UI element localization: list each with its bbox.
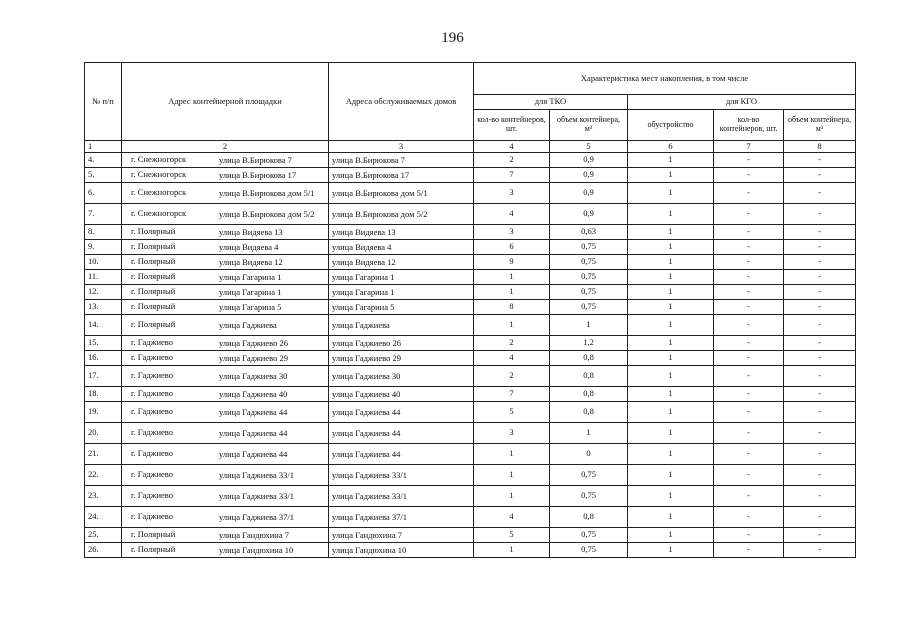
container-address-cell [122,204,329,225]
tko-container-volume: 0,75 [550,465,628,486]
served-address: улица В.Бирюкова 7 [329,153,474,168]
header-tko-count: кол-во контейнеров, шт. [474,110,550,141]
kgo-container-volume: - [784,351,856,366]
street-address: улица Видяева 13 [219,226,283,237]
row-number: 16. [85,351,122,366]
kgo-arrangement: 1 [628,225,714,240]
kgo-container-count: - [714,351,784,366]
tko-container-count: 1 [474,285,550,300]
street-address: улица Гагарина 1 [219,271,282,282]
tko-container-count: 3 [474,423,550,444]
tko-container-count: 2 [474,366,550,387]
street-address: улица В.Бирюкова 17 [219,169,297,180]
tko-container-count: 1 [474,444,550,465]
kgo-container-volume: - [784,204,856,225]
city-name: г. Гаджиево [131,448,173,459]
city-name: г. Полярный [131,301,176,312]
table-row [85,270,856,285]
city-name: г. Снежногорск [131,187,187,198]
tko-container-count: 3 [474,225,550,240]
tko-container-volume: 0,8 [550,351,628,366]
kgo-container-count: - [714,240,784,255]
header-kgo-group: для КГО [628,95,856,110]
header-kgo-arrangement: обустройство [628,110,714,141]
tko-container-volume: 1 [550,423,628,444]
tko-container-volume: 0 [550,444,628,465]
served-address: улица Гаджиева 33/1 [329,465,474,486]
tko-container-count: 7 [474,168,550,183]
street-address: улица Гагарина 5 [219,301,282,312]
served-address: улица Гаджиево 29 [329,351,474,366]
kgo-arrangement: 1 [628,423,714,444]
column-index: 1 [85,141,122,153]
row-number: 14. [85,315,122,336]
header-characteristics: Характеристика мест накопления, в том числе [474,63,856,95]
kgo-container-count: - [714,444,784,465]
kgo-arrangement: 1 [628,240,714,255]
kgo-arrangement: 1 [628,507,714,528]
city-name: г. Полярный [131,286,176,297]
served-address: улица Гаджиева 33/1 [329,486,474,507]
container-address [125,486,325,506]
table-row [85,204,856,225]
tko-container-count: 7 [474,387,550,402]
container-address-cell [122,528,329,543]
served-address: улица Гагарина 1 [329,285,474,300]
row-number: 4. [85,153,122,168]
column-index: 7 [714,141,784,153]
served-address: улица Гагарина 5 [329,300,474,315]
tko-container-volume: 1 [550,315,628,336]
kgo-arrangement: 1 [628,336,714,351]
container-address-cell [122,300,329,315]
street-address: улица Видяева 4 [219,241,279,252]
container-address [125,204,325,224]
container-address-cell [122,402,329,423]
header-tko-group: для ТКО [474,95,628,110]
row-number: 24. [85,507,122,528]
street-address: улица Гандюхина 7 [219,529,289,540]
kgo-container-volume: - [784,465,856,486]
tko-container-count: 1 [474,543,550,558]
row-number: 22. [85,465,122,486]
tko-container-volume: 0,75 [550,543,628,558]
container-address [125,168,325,182]
row-number: 11. [85,270,122,285]
container-address [125,153,325,167]
city-name: г. Полярный [131,544,176,555]
tko-container-volume: 0,8 [550,402,628,423]
city-name: г. Полярный [131,241,176,252]
table-row [85,225,856,240]
container-address [125,528,325,542]
tko-container-count: 1 [474,465,550,486]
served-address: улица Гандюхина 7 [329,528,474,543]
container-address [125,255,325,269]
kgo-container-volume: - [784,270,856,285]
row-number: 20. [85,423,122,444]
table-row [85,387,856,402]
tko-container-volume: 0,8 [550,507,628,528]
tko-container-count: 5 [474,402,550,423]
page-number: 196 [441,30,464,46]
tko-container-count: 4 [474,507,550,528]
street-address: улица Гагарина 1 [219,286,282,297]
kgo-arrangement: 1 [628,285,714,300]
table-row [85,351,856,366]
city-name: г. Гаджиево [131,427,173,438]
street-address: улица Гаджиева 44 [219,448,288,459]
served-address: улица Видяева 4 [329,240,474,255]
table-row [85,486,856,507]
kgo-arrangement: 1 [628,270,714,285]
container-address-cell [122,153,329,168]
tko-container-count: 4 [474,204,550,225]
served-address: улица Гаджиева 40 [329,387,474,402]
container-address-cell [122,423,329,444]
tko-container-volume: 0,63 [550,225,628,240]
kgo-container-volume: - [784,168,856,183]
kgo-container-volume: - [784,300,856,315]
container-address [125,507,325,527]
city-name: г. Гаджиево [131,511,173,522]
container-address [125,387,325,401]
table-row [85,183,856,204]
city-name: г. Гаджиево [131,406,173,417]
kgo-arrangement: 1 [628,315,714,336]
container-address [125,336,325,350]
container-address [125,444,325,464]
street-address: улица Гаджиева 33/1 [219,490,295,501]
row-number: 13. [85,300,122,315]
table-row [85,543,856,558]
served-address: улица Видяева 12 [329,255,474,270]
table-row [85,285,856,300]
tko-container-volume: 0,75 [550,255,628,270]
kgo-arrangement: 1 [628,387,714,402]
container-address-cell [122,444,329,465]
served-address: улица В.Бирюкова дом 5/2 [329,204,474,225]
kgo-arrangement: 1 [628,444,714,465]
tko-container-volume: 0,8 [550,387,628,402]
served-address: улица Гаджиева 44 [329,423,474,444]
kgo-container-volume: - [784,183,856,204]
container-address [125,465,325,485]
table-row [85,315,856,336]
row-number: 19. [85,402,122,423]
tko-container-volume: 0,9 [550,153,628,168]
city-name: г. Полярный [131,271,176,282]
served-address: улица Гандюхина 10 [329,543,474,558]
table-row [85,300,856,315]
kgo-container-volume: - [784,528,856,543]
served-address: улица Гаджиева 44 [329,402,474,423]
table-row [85,444,856,465]
tko-container-volume: 0,9 [550,168,628,183]
city-name: г. Гаджиево [131,337,173,348]
kgo-arrangement: 1 [628,183,714,204]
container-address-cell [122,387,329,402]
column-index-row [85,141,856,153]
kgo-container-volume: - [784,285,856,300]
kgo-container-count: - [714,486,784,507]
kgo-container-count: - [714,225,784,240]
city-name: г. Гаджиево [131,469,173,480]
container-address [125,402,325,422]
kgo-container-count: - [714,528,784,543]
container-sites-table [84,62,856,558]
kgo-container-count: - [714,168,784,183]
tko-container-count: 5 [474,528,550,543]
city-name: г. Гаджиево [131,352,173,363]
served-address: улица Гаджиева [329,315,474,336]
tko-container-volume: 0,75 [550,528,628,543]
tko-container-volume: 0,75 [550,270,628,285]
container-address-cell [122,507,329,528]
container-address-cell [122,168,329,183]
kgo-arrangement: 1 [628,543,714,558]
container-address-cell [122,270,329,285]
street-address: улица Видяева 12 [219,256,283,267]
tko-container-volume: 0,9 [550,204,628,225]
header-number: № п/п [85,63,122,141]
kgo-container-count: - [714,300,784,315]
tko-container-count: 1 [474,486,550,507]
container-address [125,315,325,335]
kgo-container-count: - [714,465,784,486]
table-row [85,402,856,423]
tko-container-volume: 0,75 [550,300,628,315]
tko-container-count: 2 [474,336,550,351]
tko-container-count: 3 [474,183,550,204]
kgo-container-count: - [714,204,784,225]
container-address-cell [122,240,329,255]
row-number: 6. [85,183,122,204]
kgo-container-volume: - [784,507,856,528]
tko-container-count: 4 [474,351,550,366]
container-address [125,423,325,443]
kgo-container-volume: - [784,240,856,255]
header-kgo-volume: объем контейнера, м³ [784,110,856,141]
city-name: г. Снежногорск [131,208,187,219]
street-address: улица Гаджиева 33/1 [219,469,295,480]
city-name: г. Гаджиево [131,490,173,501]
served-address: улица В.Бирюкова дом 5/1 [329,183,474,204]
street-address: улица В.Бирюкова дом 5/1 [219,187,315,198]
kgo-container-count: - [714,315,784,336]
row-number: 8. [85,225,122,240]
street-address: улица Гаджиева 30 [219,370,288,381]
street-address: улица Гаджиево 29 [219,352,288,363]
row-number: 15. [85,336,122,351]
kgo-container-volume: - [784,366,856,387]
tko-container-count: 1 [474,270,550,285]
container-address-cell [122,486,329,507]
kgo-arrangement: 1 [628,486,714,507]
kgo-container-count: - [714,270,784,285]
row-number: 21. [85,444,122,465]
column-index: 5 [550,141,628,153]
kgo-arrangement: 1 [628,351,714,366]
kgo-container-volume: - [784,315,856,336]
city-name: г. Полярный [131,529,176,540]
row-number: 5. [85,168,122,183]
kgo-arrangement: 1 [628,153,714,168]
container-address-cell [122,285,329,300]
served-address: улица Гагарина 1 [329,270,474,285]
container-address-cell [122,351,329,366]
kgo-container-volume: - [784,444,856,465]
table-row [85,168,856,183]
row-number: 7. [85,204,122,225]
kgo-arrangement: 1 [628,465,714,486]
row-number: 23. [85,486,122,507]
row-number: 26. [85,543,122,558]
tko-container-volume: 1,2 [550,336,628,351]
tko-container-count: 2 [474,153,550,168]
container-address-cell [122,543,329,558]
kgo-container-volume: - [784,387,856,402]
container-address [125,285,325,299]
kgo-arrangement: 1 [628,255,714,270]
header-served-addresses: Адреса обслуживаемых домов [329,63,474,141]
header-tko-volume: объем контейнера, м³ [550,110,628,141]
row-number: 12. [85,285,122,300]
row-number: 25. [85,528,122,543]
city-name: г. Полярный [131,256,176,267]
kgo-container-volume: - [784,225,856,240]
served-address: улица Гаджиева 30 [329,366,474,387]
kgo-container-count: - [714,543,784,558]
street-address: улица Гаджиева 40 [219,388,288,399]
kgo-container-count: - [714,255,784,270]
street-address: улица Гандюхина 10 [219,544,294,555]
row-number: 18. [85,387,122,402]
row-number: 9. [85,240,122,255]
tko-container-volume: 0,75 [550,240,628,255]
kgo-container-count: - [714,402,784,423]
tko-container-volume: 0,8 [550,366,628,387]
kgo-arrangement: 1 [628,204,714,225]
city-name: г. Гаджиево [131,388,173,399]
city-name: г. Полярный [131,226,176,237]
header-container-address: Адрес контейнерной площадки [122,63,329,141]
city-name: г. Снежногорск [131,169,187,180]
row-number: 17. [85,366,122,387]
street-address: улица Гаджиево 26 [219,337,288,348]
container-address [125,225,325,239]
street-address: улица Гаджиева 44 [219,427,288,438]
city-name: г. Гаджиево [131,370,173,381]
table-row [85,423,856,444]
tko-container-volume: 0,75 [550,285,628,300]
tko-container-count: 6 [474,240,550,255]
container-address-cell [122,465,329,486]
kgo-container-count: - [714,153,784,168]
city-name: г. Полярный [131,319,176,330]
tko-container-count: 1 [474,315,550,336]
served-address: улица Видяева 13 [329,225,474,240]
container-address-cell [122,315,329,336]
row-number: 10. [85,255,122,270]
container-address-cell [122,336,329,351]
header-kgo-count: кол-во контейнеров, шт. [714,110,784,141]
column-index: 4 [474,141,550,153]
kgo-container-count: - [714,423,784,444]
served-address: улица В.Бирюкова 17 [329,168,474,183]
table-row [85,465,856,486]
kgo-arrangement: 1 [628,402,714,423]
kgo-container-volume: - [784,153,856,168]
kgo-container-count: - [714,183,784,204]
container-address-cell [122,255,329,270]
column-index: 2 [122,141,329,153]
table-row [85,507,856,528]
table-row [85,336,856,351]
kgo-arrangement: 1 [628,168,714,183]
column-index: 6 [628,141,714,153]
street-address: улица Гаджиева 37/1 [219,511,295,522]
kgo-arrangement: 1 [628,528,714,543]
tko-container-count: 8 [474,300,550,315]
kgo-container-count: - [714,285,784,300]
kgo-container-volume: - [784,255,856,270]
kgo-container-volume: - [784,402,856,423]
kgo-container-count: - [714,387,784,402]
table-row [85,366,856,387]
tko-container-count: 9 [474,255,550,270]
container-address [125,240,325,254]
container-address [125,270,325,284]
tko-container-volume: 0,75 [550,486,628,507]
served-address: улица Гаджиево 26 [329,336,474,351]
kgo-container-volume: - [784,336,856,351]
table-row [85,255,856,270]
street-address: улица В.Бирюкова 7 [219,154,292,165]
kgo-container-volume: - [784,423,856,444]
served-address: улица Гаджиева 44 [329,444,474,465]
container-address [125,366,325,386]
container-address-cell [122,183,329,204]
container-address [125,543,325,557]
city-name: г. Снежногорск [131,154,187,165]
kgo-container-count: - [714,507,784,528]
kgo-arrangement: 1 [628,300,714,315]
table-row [85,528,856,543]
container-address-cell [122,225,329,240]
container-address [125,183,325,203]
container-address [125,351,325,365]
kgo-container-count: - [714,336,784,351]
street-address: улица Гаджиева [219,319,277,330]
street-address: улица В.Бирюкова дом 5/2 [219,208,315,219]
kgo-container-volume: - [784,486,856,507]
table-row [85,153,856,168]
container-address-cell [122,366,329,387]
street-address: улица Гаджиева 44 [219,406,288,417]
served-address: улица Гаджиева 37/1 [329,507,474,528]
container-address [125,300,325,314]
kgo-container-volume: - [784,543,856,558]
tko-container-volume: 0,9 [550,183,628,204]
column-index: 3 [329,141,474,153]
kgo-container-count: - [714,366,784,387]
column-index: 8 [784,141,856,153]
kgo-arrangement: 1 [628,366,714,387]
table-row [85,240,856,255]
